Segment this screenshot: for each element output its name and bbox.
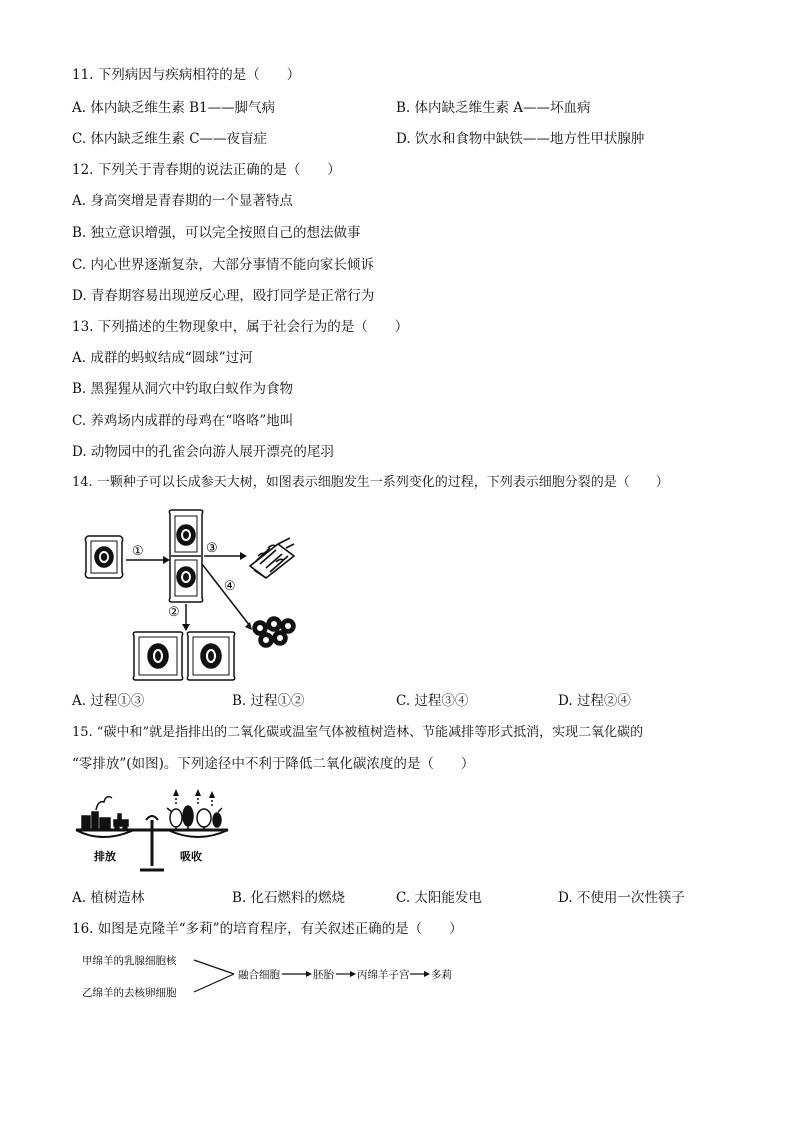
q11-option-b: B. 体内缺乏维生素 A——坏血病 — [396, 100, 591, 116]
divided-cells-vertical — [169, 510, 202, 602]
q15-stem-line1: 15. “碳中和”就是指排出的二氧化碳或温室气体被植树造林、节能减排等形式抵消，实现二氧化碳的 — [72, 725, 644, 740]
differentiated-tissue-fibers — [250, 538, 294, 578]
q12-option-d: D. 青春期容易出现逆反心理，殴打同学是正常行为 — [72, 288, 375, 304]
carbon-balance-figure — [72, 786, 232, 878]
emission-label: 排放 — [94, 850, 116, 863]
q14-option-a: A. 过程①③ — [72, 693, 145, 709]
q12-option-c: C. 内心世界逐渐复杂，大部分事情不能向家长倾诉 — [72, 257, 374, 273]
source-nucleus-label: 甲绵羊的乳腺细胞核 — [82, 955, 177, 967]
q15-option-b: B. 化石燃料的燃烧 — [232, 890, 346, 906]
q15-option-a: A. 植树造林 — [72, 890, 145, 906]
q13-option-d: D. 动物园中的孔雀会向游人展开漂亮的尾羽 — [72, 444, 334, 460]
q15-option-c: C. 太阳能发电 — [396, 890, 482, 906]
process-label-1: ① — [132, 544, 144, 559]
q14-option-c: C. 过程③④ — [396, 693, 469, 709]
cloning-process-figure — [80, 950, 460, 1002]
q15-stem-line2: “零排放”(如图)。下列途径中不利于降低二氧化碳浓度的是（ ） — [72, 756, 475, 772]
emission-sources — [82, 797, 128, 830]
cell-process-figure — [80, 508, 320, 686]
q16-stem: 16. 如图是克隆羊“多莉”的培育程序，有关叙述正确的是（ ） — [72, 921, 463, 937]
surrogate-uterus-label: 丙绵羊子宫 — [357, 969, 410, 981]
q11-option-d: D. 饮水和食物中缺铁——地方性甲状腺肿 — [396, 131, 645, 147]
fused-cell-label: 融合细胞 — [238, 969, 280, 981]
q15-option-d: D. 不使用一次性筷子 — [558, 890, 685, 906]
absorption-sources — [167, 789, 222, 830]
q12-option-b: B. 独立意识增强，可以完全按照自己的想法做事 — [72, 225, 361, 241]
absorption-label: 吸收 — [180, 850, 202, 863]
q13-option-a: A. 成群的蚂蚁结成“圆球”过河 — [72, 350, 253, 366]
q11-option-a: A. 体内缺乏维生素 B1——脚气病 — [72, 100, 276, 116]
differentiated-tissue-round — [253, 617, 295, 647]
source-egg-label: 乙绵羊的去核卵细胞 — [82, 987, 177, 999]
q11-stem: 11. 下列病因与疾病相符的是（ ） — [72, 67, 301, 83]
q12-option-a: A. 身高突增是青春期的一个显著特点 — [72, 193, 293, 209]
q12-stem: 12. 下列关于青春期的说法正确的是（ ） — [72, 162, 341, 178]
process-label-3: ③ — [206, 541, 218, 556]
process-label-2: ② — [168, 605, 180, 620]
q13-option-c: C. 养鸡场内成群的母鸡在“咯咯”地叫 — [72, 413, 294, 429]
divided-cells-horizontal — [133, 632, 234, 680]
q11-option-c: C. 体内缺乏维生素 C——夜盲症 — [72, 131, 268, 147]
q14-stem: 14. 一颗种子可以长成参天大树，如图表示细胞发生一系列变化的过程，下列表示细胞分裂的是（ ） — [72, 475, 669, 490]
q13-stem: 13. 下列描述的生物现象中，属于社会行为的是（ ） — [72, 319, 409, 335]
q13-option-b: B. 黑猩猩从洞穴中钓取白蚁作为食物 — [72, 381, 294, 397]
q14-option-b: B. 过程①② — [232, 693, 305, 709]
q14-option-d: D. 过程②④ — [558, 693, 631, 709]
process-label-4: ④ — [224, 579, 236, 594]
dolly-label: 多莉 — [431, 969, 452, 981]
initial-cell — [85, 536, 122, 578]
embryo-label: 胚胎 — [313, 969, 334, 981]
